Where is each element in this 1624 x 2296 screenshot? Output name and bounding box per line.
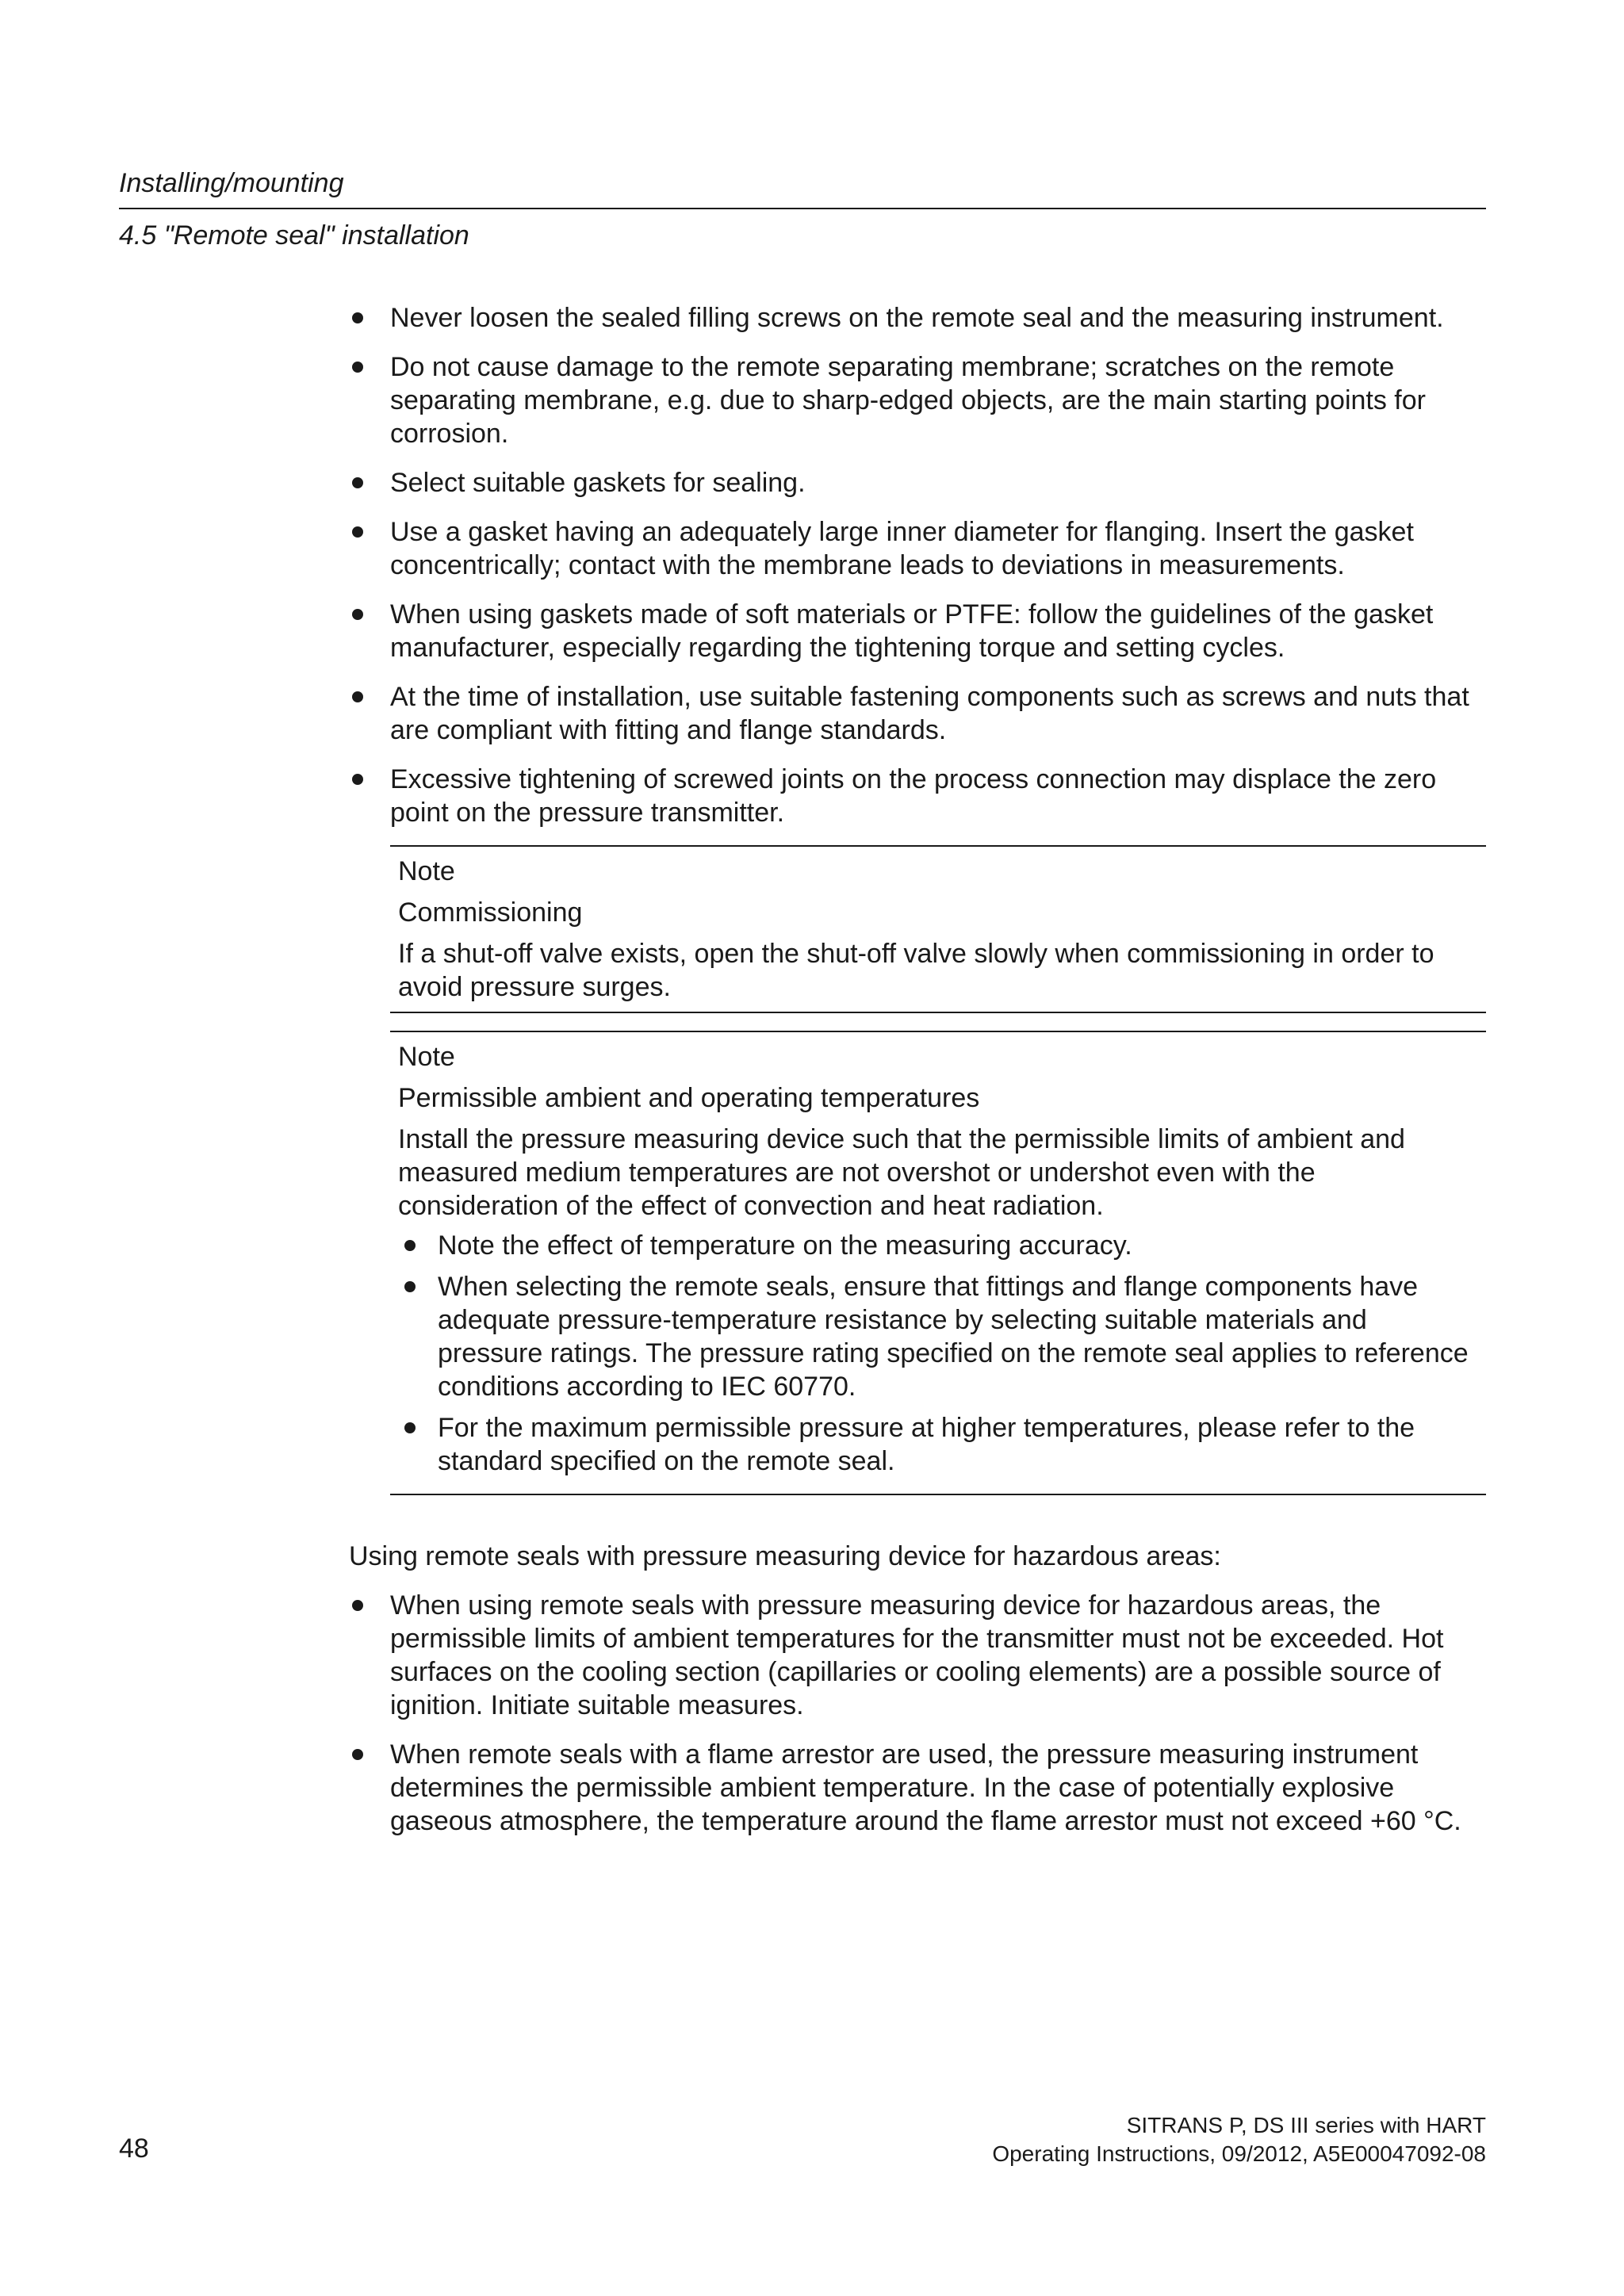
- bullet-icon: [352, 691, 363, 702]
- note-text: If a shut-off valve exists, open the shut-off valve slowly when commissioning in order to avoid pressure surges.: [398, 939, 1434, 1002]
- footer-document: Operating Instructions, 09/2012, A5E00047092-08: [992, 2141, 1486, 2166]
- list-item: [398, 1229, 1478, 1262]
- note-temperatures: [390, 1031, 1486, 1495]
- footer-product: SITRANS P, DS III series with HART: [1126, 2113, 1486, 2137]
- note-label: Note: [398, 856, 455, 886]
- note-label: Note: [398, 1042, 455, 1072]
- list-item: [349, 301, 1486, 335]
- list-item-text: At the time of installation, use suitable fastening components such as screws and nuts that are compliant with fitting and flange standards.: [390, 682, 1469, 745]
- note-title: Commissioning: [398, 897, 583, 928]
- list-item: [349, 1589, 1486, 1722]
- main-content: [349, 301, 1486, 1854]
- footer-doc-info: [992, 2111, 1486, 2168]
- list-item-text: Do not cause damage to the remote separating membrane; scratches on the remote separating membrane, e.g. due to sharp-edged objects, are the main starting points for corrosion.: [390, 352, 1426, 449]
- bullet-icon: [352, 1600, 363, 1611]
- bullet-icon: [404, 1240, 416, 1251]
- bullet-icon: [352, 774, 363, 785]
- list-item-text: Excessive tightening of screwed joints on the process connection may displace the zero point on the pressure transmitter.: [390, 764, 1437, 828]
- bullet-icon: [352, 609, 363, 620]
- page-number: 48: [119, 2133, 149, 2164]
- bullet-icon: [404, 1281, 416, 1292]
- instruction-list: [349, 301, 1486, 829]
- bullet-icon: [352, 362, 363, 373]
- list-item: [349, 350, 1486, 450]
- list-item: [349, 763, 1486, 829]
- note-list: [398, 1229, 1478, 1478]
- list-item: [349, 598, 1486, 664]
- list-item-text: Never loosen the sealed filling screws on the remote seal and the measuring instrument.: [390, 303, 1444, 333]
- header-rule: [119, 208, 1486, 209]
- bullet-icon: [404, 1422, 416, 1433]
- hazardous-list: [349, 1589, 1486, 1838]
- section-title: 4.5 "Remote seal" installation: [119, 220, 469, 251]
- running-header: [119, 166, 1486, 252]
- list-item-text: Select suitable gaskets for sealing.: [390, 468, 806, 498]
- list-item: [349, 680, 1486, 747]
- bullet-icon: [352, 526, 363, 538]
- bullet-icon: [352, 477, 363, 488]
- list-item-text: When using gaskets made of soft materials or PTFE: follow the guidelines of the gasket manufacturer, especially regarding the tightening torque and setting cycles.: [390, 599, 1434, 663]
- list-item-text: Use a gasket having an adequately large inner diameter for flanging. Insert the gasket concentrically; contact with the membrane leads to deviations in measurements.: [390, 517, 1414, 580]
- list-item: [349, 515, 1486, 582]
- list-item-text: When selecting the remote seals, ensure that fittings and flange components have adequate pressure-temperature resistance by selecting suitable materials and pressure ratings. The pressure rating specified on the remote seal applies to reference conditions according to IEC 60770.: [438, 1272, 1469, 1402]
- list-item: [398, 1411, 1478, 1478]
- note-commissioning: [390, 845, 1486, 1013]
- bullet-icon: [352, 312, 363, 323]
- note-title: Permissible ambient and operating temperatures: [398, 1083, 980, 1113]
- list-item-text: Note the effect of temperature on the measuring accuracy.: [438, 1230, 1132, 1261]
- list-item-text: When using remote seals with pressure measuring device for hazardous areas, the permissible limits of ambient temperatures for the transmitter must not be exceeded. Hot surfaces on the cooling section (capillaries or cooling elements) are a possible source of ignition. Initiate suitable measures.: [390, 1590, 1444, 1720]
- bullet-icon: [352, 1749, 363, 1760]
- list-item-text: For the maximum permissible pressure at higher temperatures, please refer to the standard specified on the remote seal.: [438, 1413, 1415, 1476]
- chapter-title: Installing/mounting: [119, 168, 344, 198]
- note-text: Install the pressure measuring device such that the permissible limits of ambient and measured medium temperatures are not overshot or undershot even with the consideration of the effect of convection and heat radiation.: [398, 1124, 1405, 1221]
- list-item: [349, 1738, 1486, 1838]
- list-item: [398, 1270, 1478, 1403]
- list-item-text: When remote seals with a flame arrestor are used, the pressure measuring instrument determines the permissible ambient temperature. In the case of potentially explosive gaseous atmosphere, the temperature around the flame arrestor must not exceed +60 °C.: [390, 1739, 1461, 1836]
- hazardous-areas-heading: Using remote seals with pressure measuring device for hazardous areas:: [349, 1541, 1221, 1571]
- list-item: [349, 466, 1486, 499]
